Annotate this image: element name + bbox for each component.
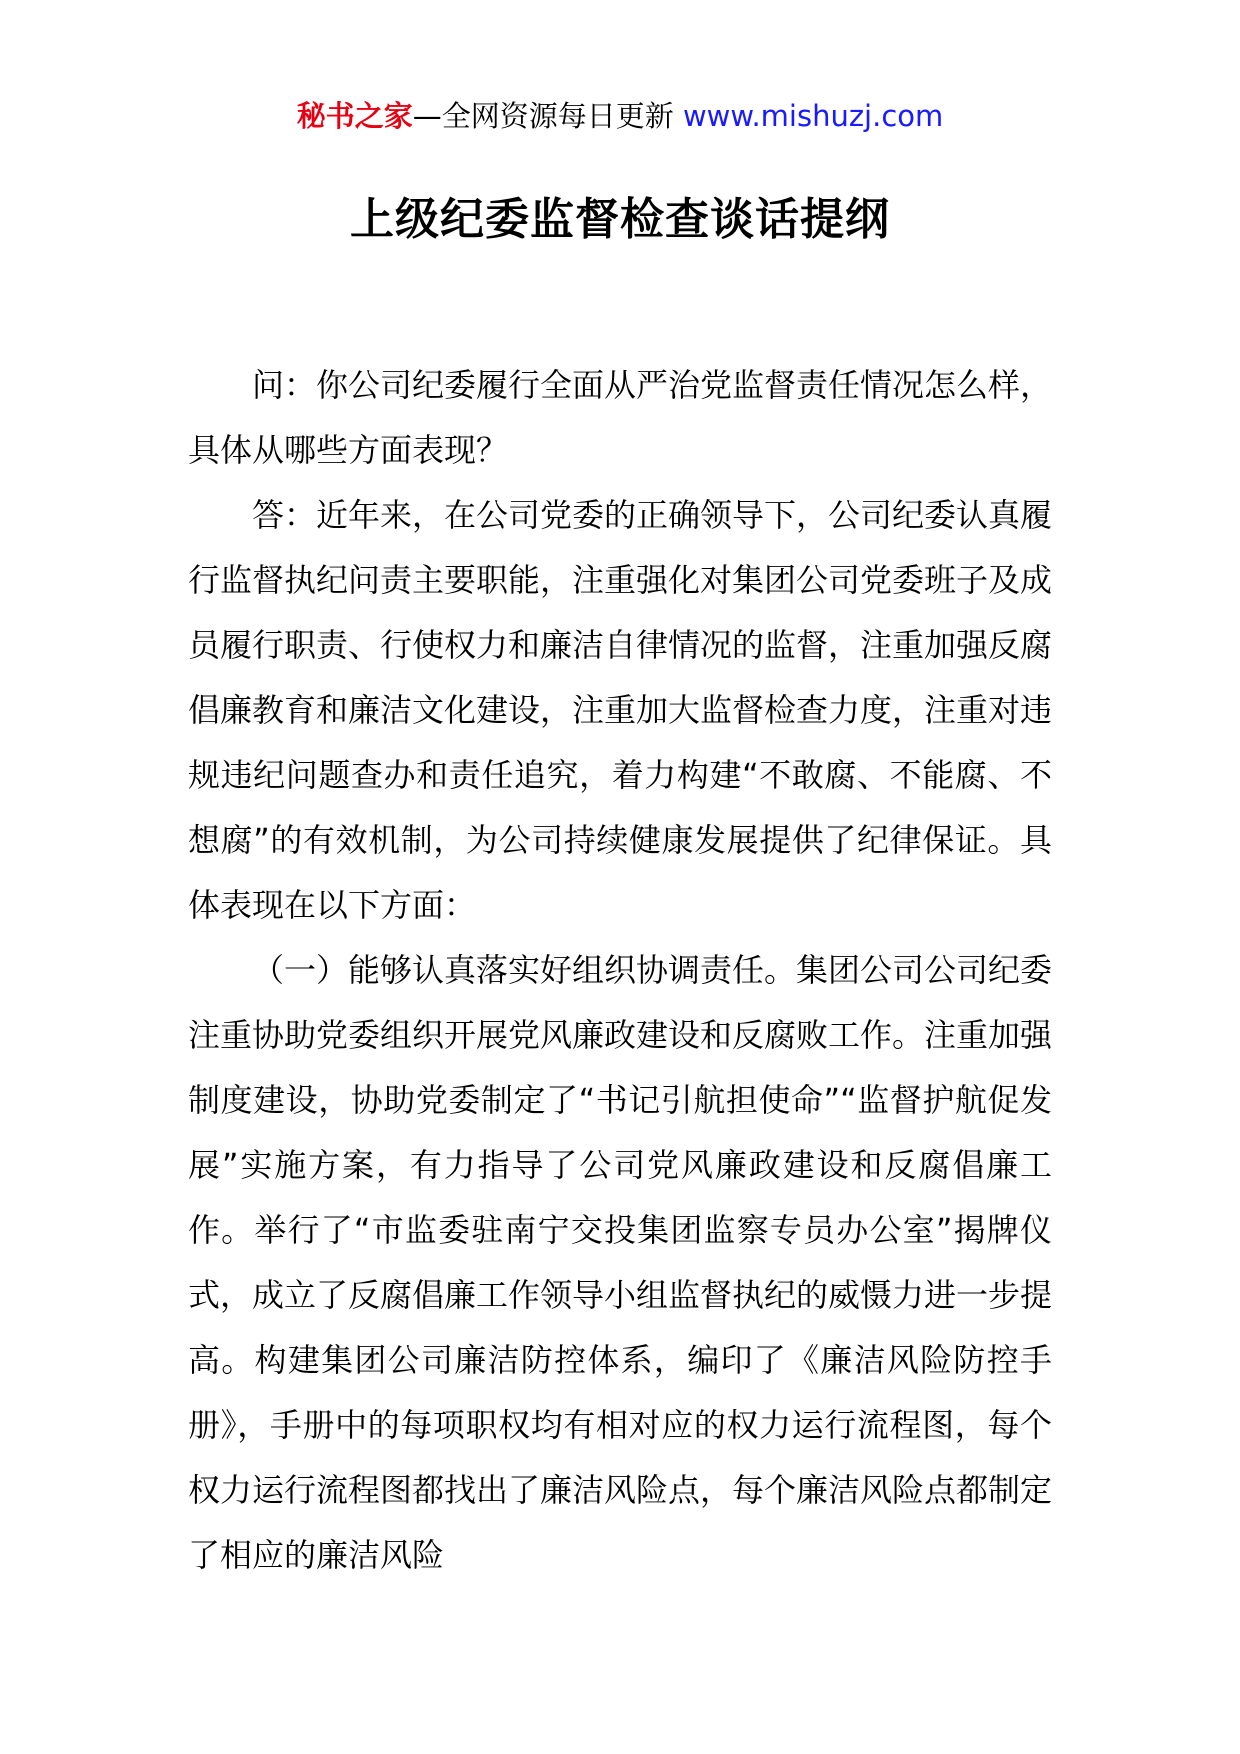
header-tagline: —全网资源每日更新 xyxy=(412,99,674,133)
site-url-link[interactable]: www.mishuzj.com xyxy=(682,99,944,133)
paragraph-section-one: （一）能够认真落实好组织协调责任。集团公司公司纪委注重协助党委组织开展党风廉政建设和反腐败工作。注重加强制度建设，协助党委制定了“书记引航担使命”“监督护航促发展”实施方案，有力指导了公司党风廉政建设和反腐倡廉工作。举行了“市监委驻南宁交投集团监察专员办公室”揭牌仪式，成立了反腐倡廉工作领导小组监督执纪的威慑力进一步提高。构建集团公司廉洁防控体系，编印了《廉洁风险防控手册》，手册中的每项职权均有相对应的权力运行流程图，每个权力运行流程图都找出了廉洁风险点，每个廉洁风险点都制定了相应的廉洁风险 xyxy=(188,951,1053,1574)
site-header xyxy=(0,96,1240,136)
paragraph-question: 问：你公司纪委履行全面从严治党监督责任情况怎么样，具体从哪些方面表现？ xyxy=(188,366,1053,469)
paragraph-answer: 答：近年来，在公司党委的正确领导下，公司纪委认真履行监督执纪问责主要职能，注重强化对集团公司党委班子及成员履行职责、行使权力和廉洁自律情况的监督，注重加强反腐倡廉教育和廉洁文化建设，注重加大监督检查力度，注重对违规违纪问题查办和责任追究，着力构建“不敢腐、不能腐、不想腐”的有效机制，为公司持续健康发展提供了纪律保证。具体表现在以下方面： xyxy=(188,496,1053,924)
document-body xyxy=(188,353,1052,1588)
document-title: 上级纪委监督检查谈话提纲 xyxy=(350,194,890,245)
brand-name: 秘书之家 xyxy=(296,99,413,133)
